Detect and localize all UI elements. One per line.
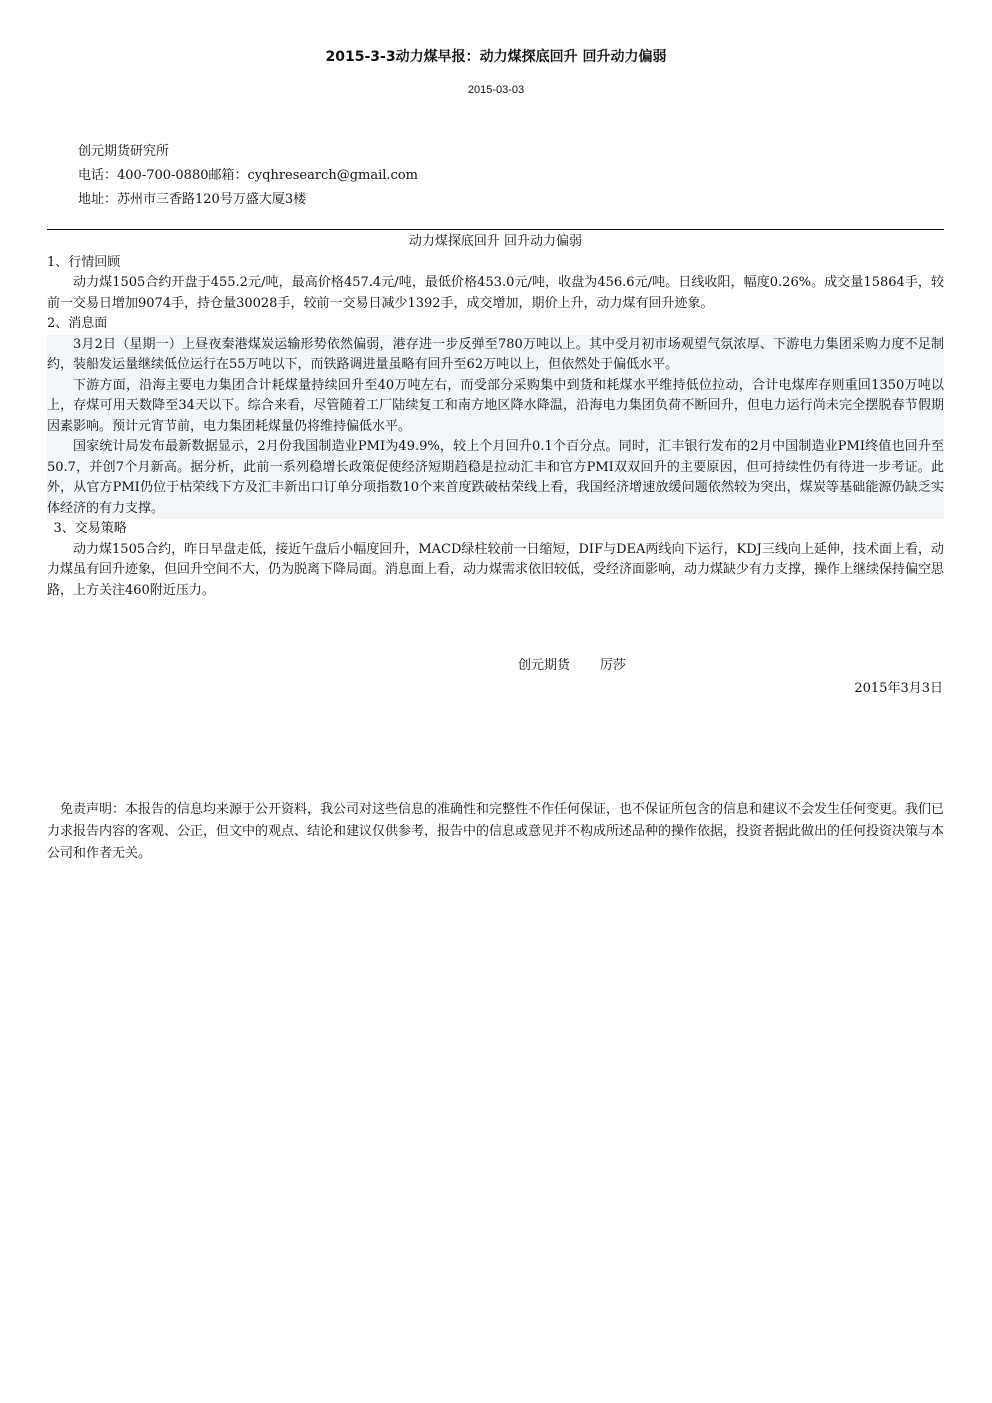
org-info: [78, 140, 418, 212]
report-body: [47, 232, 944, 601]
org-address: 地址：苏州市三香路120号万盛大厦3楼: [78, 192, 307, 207]
org-phone-email: 电话：400-700-0880邮箱：cyqhresearch@gmail.com: [78, 168, 418, 183]
signature-date: 2015年3月3日: [854, 681, 943, 696]
disclaimer: 免责声明：本报告的信息均来源于公开资料，我公司对这些信息的准确性和完整性不作任何保证，也不保证所包含的信息和建议不会发生任何变更。我们已力求报告内容的客观、公正，但文中的观点、结论和建议仅供参考，报告中的信息或意见并不构成所述品种的操作依据，投资者据此做出的任何投资决策与本公司和作者无关。: [47, 802, 945, 861]
section3-paragraph: 动力煤1505合约，昨日早盘走低，接近午盘后小幅度回升，MACD绿柱较前一日缩短，DIF与DEA两线向下运行，KDJ三线向上延伸，技术面上看，动力煤虽有回升迹象，但回升空间不大，仍为脱离下降局面。消息面上看，动力煤需求依旧较低，受经济面影响，动力煤缺少有力支撑，操作上继续保持偏空思路，上方关注460附近压力。: [47, 541, 945, 598]
section1-paragraph: 动力煤1505合约开盘于455.2元/吨，最高价格457.4元/吨，最低价格453.0元/吨，收盘为456.6元/吨。日线收阳，幅度0.26%。成交量15864手，较前一交易日增加9074手，持仓量30028手，较前一交易日减少1392手，成交增加，期价上升，动力煤有回升迹象。: [47, 275, 944, 311]
section2-heading: 2、消息面: [47, 316, 108, 331]
section3-heading: 3、交易策略: [53, 521, 127, 536]
section2-paragraph-3: 国家统计局发布最新数据显示，2月份我国制造业PMI为49.9%，较上个月回升0.1个百分点。同时，汇丰银行发布的2月中国制造业PMI终值也回升至50.7，并创7个月新高。据分析，此前一系列稳增长政策促使经济短期趋稳是拉动汇丰和官方PMI双双回升的主要原因，但可持续性仍有待进一步考证。此外，从官方PMI仍位于枯荣线下方及汇丰新出口订单分项指数10个来首度跌破枯荣线上看，我国经济增速放缓问题依然较为突出，煤炭等基础能源仍缺乏实体经济的有力支撑。: [47, 439, 944, 516]
section1-heading: 1、行情回顾: [47, 254, 121, 270]
signature: [518, 654, 626, 673]
report-title: 2015-3-3动力煤早报：动力煤探底回升 回升动力偏弱: [325, 49, 667, 65]
signature-company: 创元期货: [518, 658, 571, 673]
section2-paragraph-2: 下游方面，沿海主要电力集团合计耗煤量持续回升至40万吨左右，而受部分采购集中到货和耗煤水平维持低位拉动，合计电煤库存则重回1350万吨以上，存煤可用天数降至34天以下。综合来看，尽管随着工厂陆续复工和南方地区降水降温，沿海电力集团负荷不断回升，但电力运行尚未完全摆脱春节假期因素影响。预计元宵节前，电力集团耗煤量仍将维持偏低水平。: [47, 377, 944, 434]
section2-highlight: [47, 335, 944, 520]
section2-paragraph-1: 3月2日（星期一）上昼夜秦港煤炭运输形势依然偏弱，港存进一步反弹至780万吨以上。其中受月初市场观望气氛浓厚、下游电力集团采购力度不足制约，装船发运量继续低位运行在55万吨以下，而铁路调进量虽略有回升至62万吨以上，但依然处于偏低水平。: [47, 336, 944, 372]
report-subtitle: 动力煤探底回升 回升动力偏弱: [408, 234, 583, 249]
signature-author: 厉莎: [600, 658, 627, 673]
org-name: 创元期货研究所: [78, 144, 170, 159]
header-divider: [47, 229, 944, 230]
report-date: 2015-03-03: [467, 84, 525, 96]
